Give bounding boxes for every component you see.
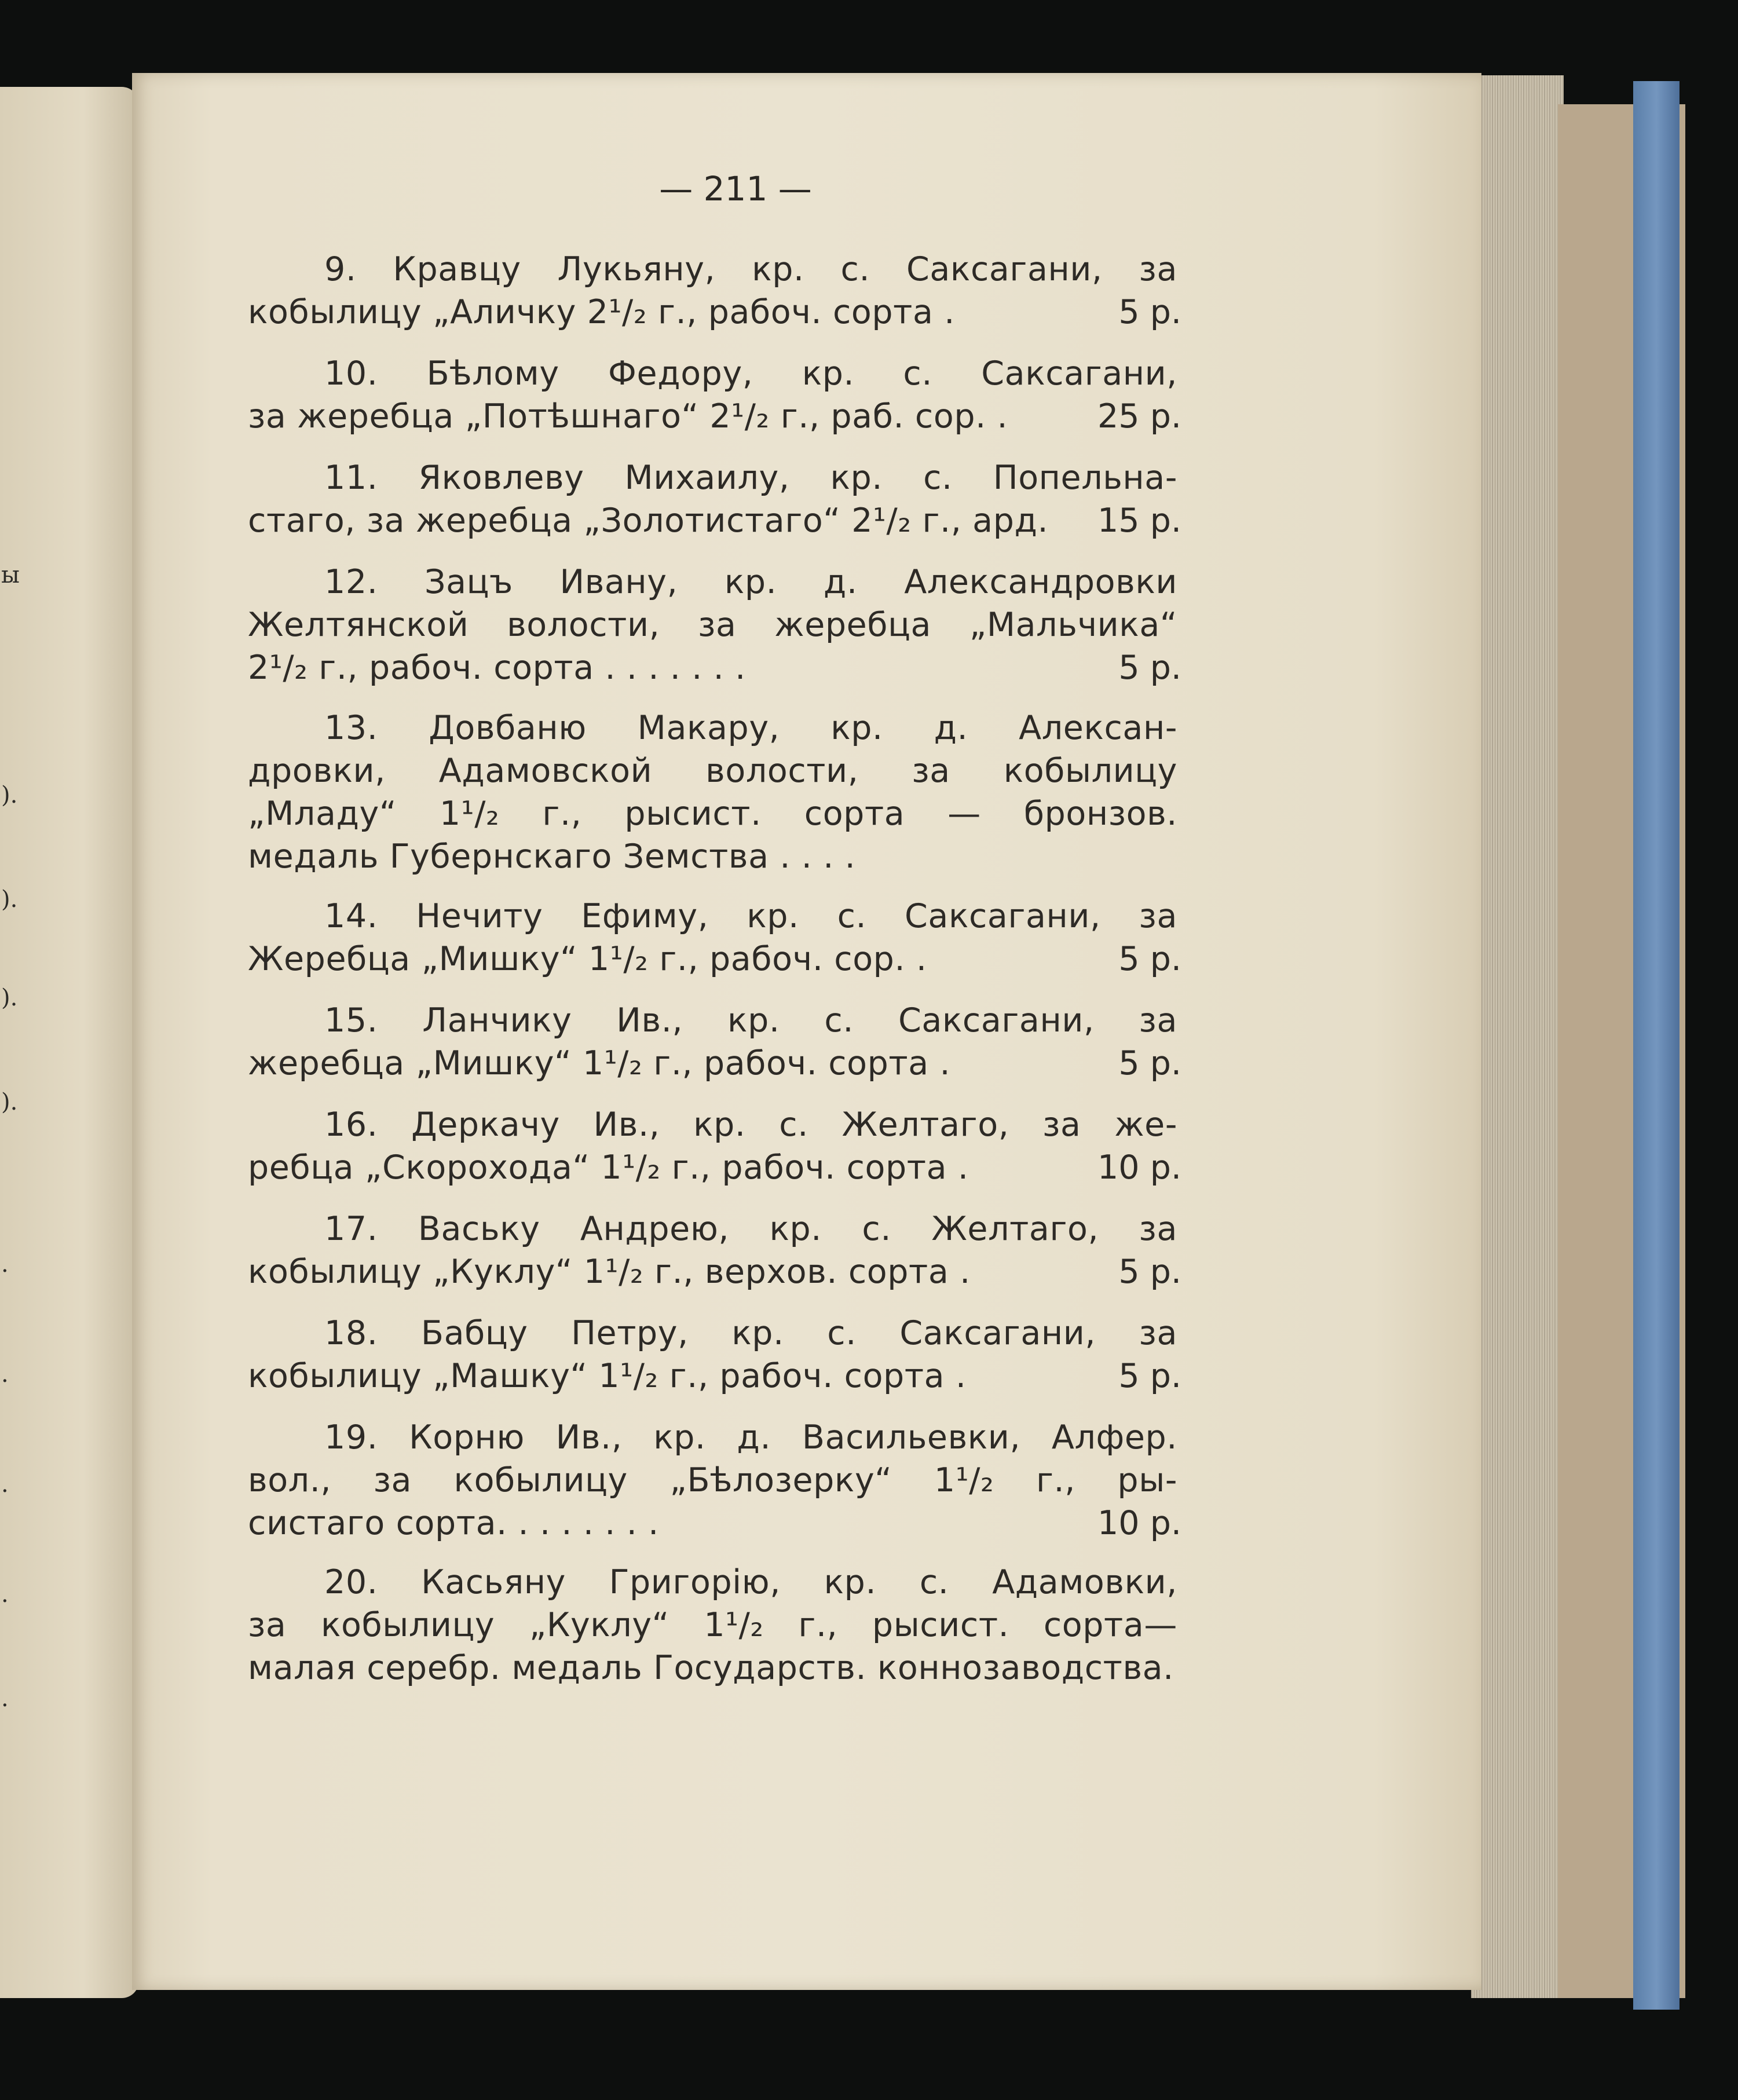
entry-item [248, 1312, 1177, 1397]
entry-item [248, 1103, 1177, 1189]
entry-line: Жеребца „Мишку“ 1¹/₂ г., рабоч. сор. . [248, 940, 927, 978]
entry-item [248, 352, 1177, 438]
left-page-fragment: ы [1, 562, 20, 588]
entry-line: за жеребца „Потѣшнаго“ 2¹/₂ г., раб. сор. . [248, 397, 1008, 436]
left-page-fragment: ). [1, 782, 18, 808]
entry-item [248, 1208, 1177, 1293]
entry-line: 15. Ланчику Ив., кр. с. Саксагани, за [324, 1001, 1177, 1040]
entry-amount: 5 р. [1118, 940, 1181, 978]
entry-amount: 5 р. [1118, 1044, 1181, 1082]
entry-line: 9. Кравцу Лукьяну, кр. с. Саксагани, за [324, 250, 1177, 288]
entry-line: 12. Зацъ Ивану, кр. д. Александровки [324, 563, 1177, 601]
left-page-fragment: ). [1, 985, 18, 1011]
left-page-fragment: . [1, 1471, 9, 1498]
entry-item [248, 999, 1177, 1085]
left-page-fragment: ). [1, 886, 18, 913]
entry-line: 11. Яковлеву Михаилу, кр. с. Попельна- [324, 459, 1177, 497]
page-stack-edges [1471, 75, 1564, 1998]
entry-line: 16. Деркачу Ив., кр. с. Желтаго, за же- [324, 1106, 1177, 1144]
entry-item [248, 707, 1177, 878]
entry-line: кобылицу „Аличку 2¹/₂ г., рабоч. сорта . [248, 293, 955, 331]
entry-line: за кобылицу „Куклу“ 1¹/₂ г., рысист. сорта— [248, 1606, 1177, 1644]
entry-line: Желтянской волости, за жеребца „Мальчика“ [248, 606, 1177, 644]
entry-line: 14. Нечиту Ефиму, кр. с. Саксагани, за [324, 897, 1177, 935]
entry-item [248, 895, 1177, 981]
entry-line: 2¹/₂ г., рабоч. сорта . . . . . . . [248, 649, 746, 687]
entry-line: „Младу“ 1¹/₂ г., рысист. сорта — бронзов. [248, 795, 1177, 833]
entry-line: 20. Касьяну Григорію, кр. с. Адамовки, [324, 1563, 1177, 1601]
entry-line: малая серебр. медаль Государств. коннозаводства. [248, 1649, 1174, 1687]
entry-line: 13. Довбаню Макару, кр. д. Алексан- [324, 709, 1177, 747]
entry-amount: 10 р. [1097, 1504, 1181, 1542]
entry-amount: 25 р. [1097, 397, 1181, 436]
entry-line: 10. Бѣлому Федору, кр. с. Саксагани, [324, 354, 1177, 393]
entry-amount: 15 р. [1097, 502, 1181, 540]
entry-amount: 5 р. [1118, 293, 1181, 331]
entry-line: кобылицу „Куклу“ 1¹/₂ г., верхов. сорта . [248, 1253, 971, 1291]
book-cover-blue [1633, 81, 1680, 2010]
entry-item [248, 561, 1177, 689]
entry-amount: 5 р. [1118, 1253, 1181, 1291]
entry-line: ребца „Скорохода“ 1¹/₂ г., рабоч. сорта . [248, 1148, 969, 1187]
entry-amount: 5 р. [1118, 649, 1181, 687]
entry-line: дровки, Адамовской волости, за кобылицу [248, 752, 1177, 790]
entry-line: систаго сорта. . . . . . . . [248, 1504, 659, 1542]
entry-line: 19. Корню Ив., кр. д. Васильевки, Алфер. [324, 1418, 1177, 1457]
entry-amount: 10 р. [1097, 1148, 1181, 1187]
entry-line: 18. Бабцу Петру, кр. с. Саксагани, за [324, 1314, 1177, 1352]
entry-line: 17. Ваську Андрею, кр. с. Желтаго, за [324, 1210, 1177, 1248]
previous-page-edge [0, 87, 139, 1998]
entry-item [248, 248, 1177, 334]
left-page-fragment: ). [1, 1089, 18, 1115]
entry-item [248, 1561, 1177, 1689]
left-page-fragment: . [1, 1251, 9, 1278]
left-page-fragment: . [1, 1361, 9, 1388]
entry-item [248, 1416, 1177, 1545]
entry-line: вол., за кобылицу „Бѣлозерку“ 1¹/₂ г., ры- [248, 1461, 1177, 1499]
entry-amount: 5 р. [1118, 1357, 1181, 1395]
entry-line: стаго, за жеребца „Золотистаго“ 2¹/₂ г., ард. [248, 502, 1049, 540]
entry-line: кобылицу „Машку“ 1¹/₂ г., рабоч. сорта . [248, 1357, 967, 1395]
left-page-fragment: . [1, 1685, 9, 1712]
page-number: — 211 — [659, 169, 812, 208]
entry-line: жеребца „Мишку“ 1¹/₂ г., рабоч. сорта . [248, 1044, 951, 1082]
entry-item [248, 456, 1177, 542]
entry-line: медаль Губернскаго Земства . . . . [248, 837, 856, 876]
left-page-fragment: . [1, 1581, 9, 1608]
